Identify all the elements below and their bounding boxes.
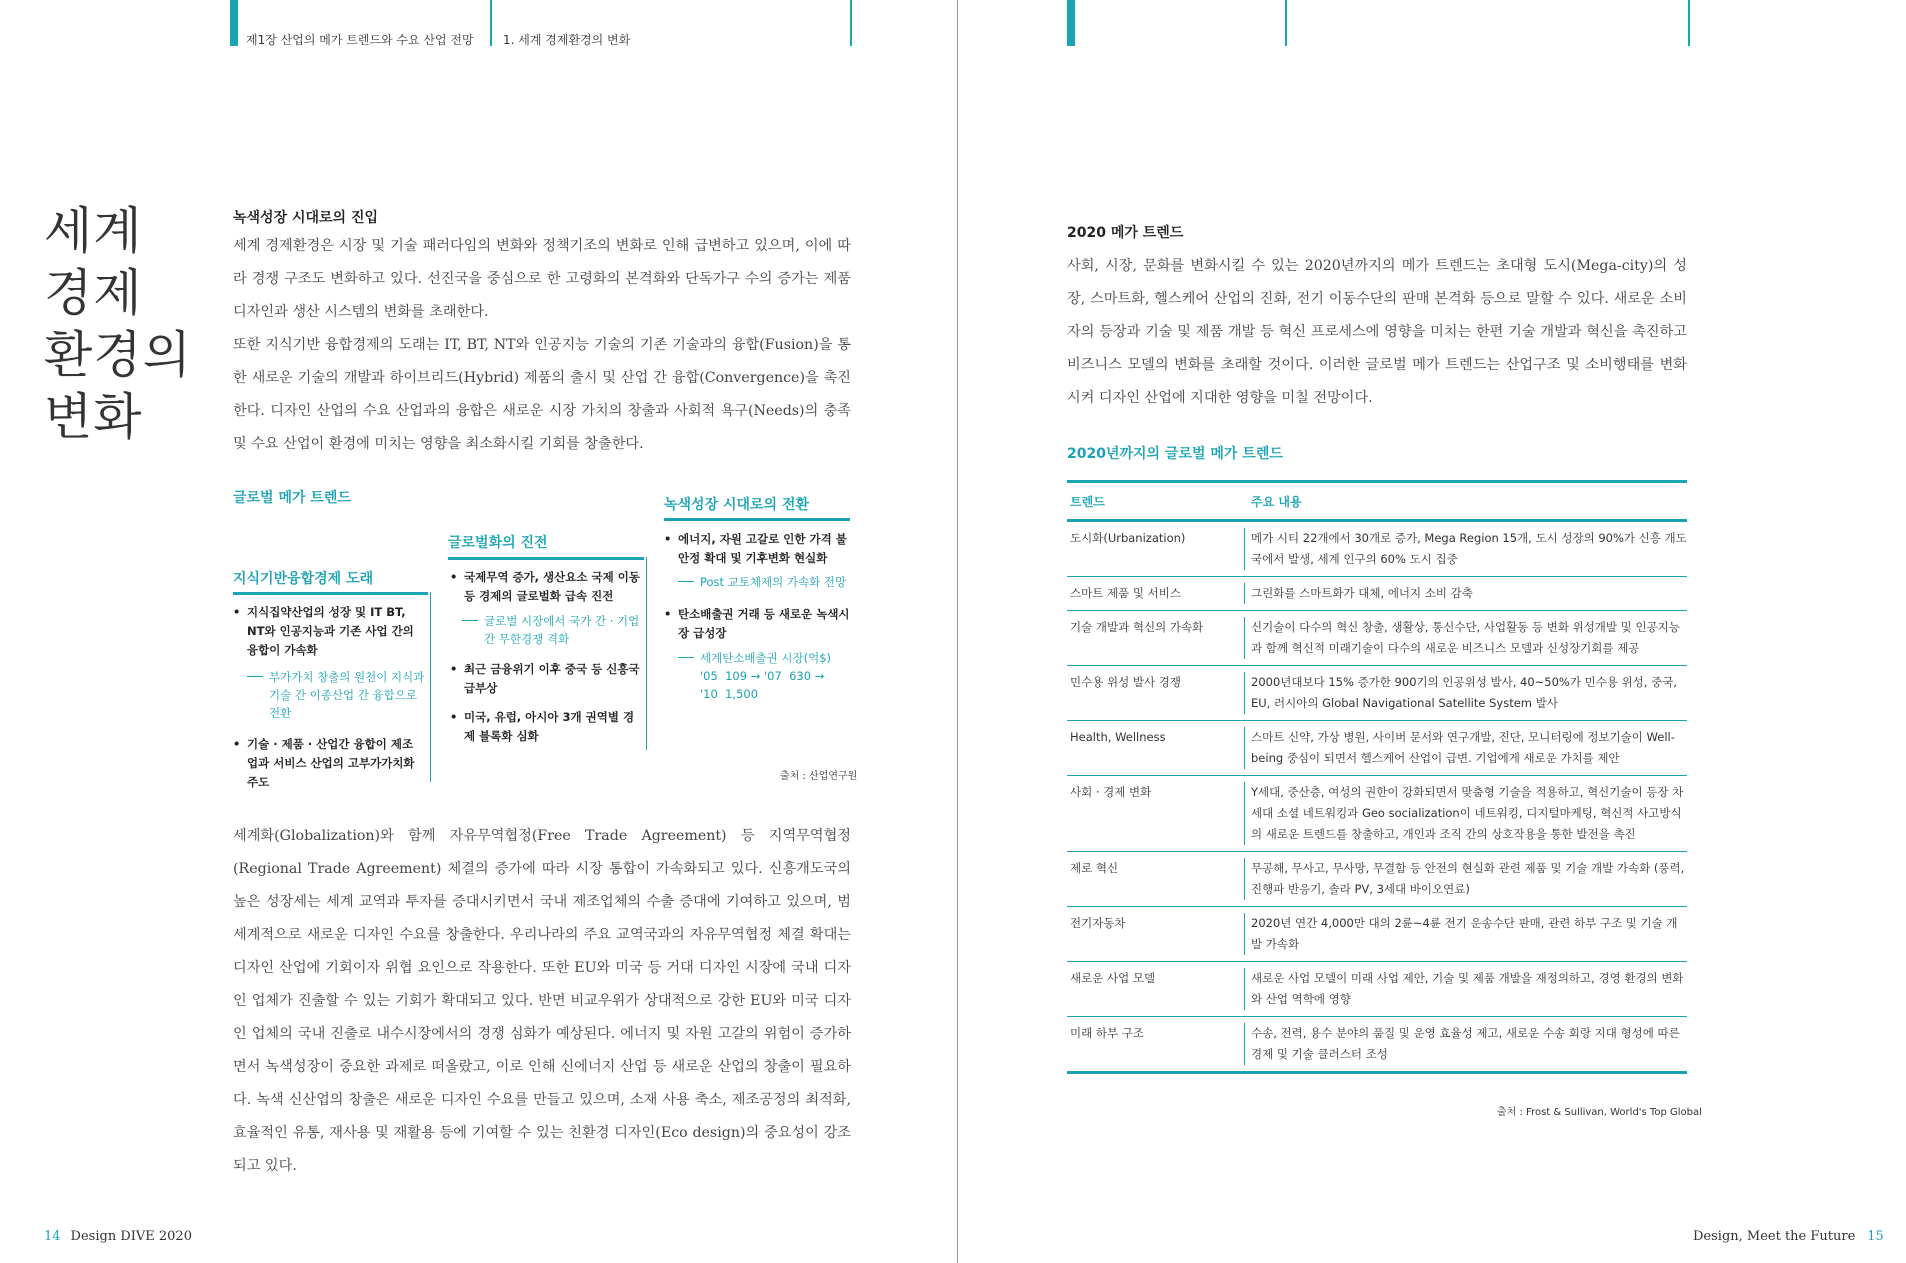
diagram-item: • 최근 금융위기 이후 중국 등 신흥국 급부상: [450, 662, 640, 695]
table-row: [1067, 576, 1687, 610]
table-row: [1067, 906, 1687, 961]
trend-cell: 전기자동차: [1067, 913, 1245, 955]
intro-paragraph: 세계 경제환경은 시장 및 기술 패러다임의 변화와 정책기조의 변화로 인해 급변하고 있으며, 이에 따라 경쟁 구조도 변화하고 있다. 선진국을 중심으로 한 고령화의 본격화와 단독가구 수의 증가는 제품 디자인과 생산 시스템의 변화를 초래한다.: [233, 238, 851, 320]
diagram-item: • 기술 · 제품 · 산업간 융합이 제조업과 서비스 산업의 고부가가치화 주도: [233, 737, 415, 789]
diagram-col1-heading: 지식기반융합경제 도래: [233, 571, 374, 587]
trend-cell: Health, Wellness: [1067, 727, 1245, 769]
right-text: [1067, 250, 1687, 415]
header-bar: [1688, 0, 1690, 46]
diagram-subitem-carbon-market: 세계탄소배출권 시장(억$) '05 109 → '07 630 → '10 1,500: [678, 649, 856, 703]
table-row: [1067, 775, 1687, 851]
header-bar: [1067, 0, 1075, 46]
header-bar: [850, 0, 852, 46]
content-cell: 그린화를 스마트화가 대체, 에너지 소비 감축: [1251, 586, 1473, 600]
dash-icon: [247, 676, 263, 677]
table-row: [1067, 522, 1687, 576]
body-paragraph: 세계화(Globalization)와 함께 자유무역협정(Free Trade Agreement) 등 지역무역협정(Regional Trade Agreement) 체결의 증가에 따라 시장 통합이 가속화되고 있다. 신흥개도국의 높은 성장세는 세계 교역과 투자를 증대시키면서 국내 제조업체의 수출 증대에 기여하고 있으며, 범세계적으로 새로운 디자인 수요를 창출한다. 우리나라의 주요 교역국과의 자유무역협정 체결 확대는 디자인 산업에 기회이자 위협 요인으로 작용한다. 또한 EU와 미국 등 거대 디자인 시장에 국내 디자인 업체가 진출할 수 있는 기회가 확대되고 있다. 반면 비교우위가 상대적으로 강한 EU와 미국 디자인 업체의 국내 진출로 내수시장에서의 경쟁 심화가 예상된다. 에너지 및 자원 고갈의 위험이 증가하면서 녹색성장이 중요한 과제로 떠올랐고, 이로 인해 신에너지 산업 등 새로운 산업의 창출이 필요하다. 녹색 신산업의 창출은 새로운 디자인 수요를 만들고 있으며, 소재 사용 축소, 제조공정의 최적화, 효율적인 유통, 재사용 및 재활용 등에 기여할 수 있는 친환경 디자인(Eco design)의 중요성이 강조되고 있다.: [233, 828, 851, 1174]
table-source: 출처 : Frost & Sullivan, World's Top Global: [1497, 1107, 1702, 1118]
content-cell: 2020년 연간 4,000만 대의 2륜~4륜 전기 운송수단 판매, 관련 하부 구조 및 기술 개발 가속화: [1251, 916, 1678, 951]
header-bar: [1285, 0, 1287, 46]
header-chapter: 제1장 산업의 메가 트렌드와 수요 산업 전망: [246, 33, 474, 47]
footer-left: [44, 1229, 192, 1244]
trend-cell: 사회 · 경제 변화: [1067, 782, 1245, 845]
page-divider: [957, 0, 958, 1263]
table-body: [1067, 522, 1687, 1071]
diagram-col1-divider: [430, 592, 431, 782]
title-line: 환경의: [44, 326, 192, 384]
bullet-icon: •: [233, 605, 241, 619]
table-title: 2020년까지의 글로벌 메가 트렌드: [1067, 446, 1283, 462]
footer-right: [1693, 1229, 1884, 1244]
right-paragraph: 사회, 시장, 문화를 변화시킬 수 있는 2020년까지의 메가 트렌드는 초대형 도시(Mega-city)의 성장, 스마트화, 헬스케어 산업의 진화, 전기 이동수단의 판매 본격화 등으로 말할 수 있다. 새로운 소비자의 등장과 기술 및 제품 개발 등 혁신 프로세스에 영향을 미치는 한편 기술 개발과 혁신을 촉진하고 비즈니스 모델의 변화를 초래할 것이다. 이러한 글로벌 메가 트렌드는 산업구조 및 소비행태를 변화시켜 디자인 산업에 지대한 영향을 미칠 전망이다.: [1067, 258, 1687, 406]
content-cell: 수송, 전력, 용수 분야의 품질 및 운영 효율성 제고, 새로운 수송 회랑 지대 형성에 따른 경제 및 기술 클러스터 조성: [1251, 1026, 1680, 1061]
mega-trend-table: [1067, 480, 1687, 1074]
content-cell: Y세대, 중산층, 여성의 권한이 강화되면서 맞춤형 기술을 적용하고, 혁신기술이 등장 차세대 소셜 네트워킹과 Geo socialization이 네트워킹, 디지털마케팅, 혁신적 사고방식의 새로운 트렌드를 창출하고, 개인과 조직 간의 상호작용을 통한 발전을 촉진: [1251, 785, 1684, 841]
diagram-col2-rule: [448, 557, 644, 560]
header-bar: [490, 0, 492, 46]
bullet-icon: •: [450, 570, 458, 584]
table-row: [1067, 610, 1687, 665]
table-row: [1067, 851, 1687, 906]
dash-icon: [462, 620, 478, 621]
dash-icon: [678, 657, 694, 658]
bullet-icon: •: [450, 662, 458, 676]
diagram-source: 출처 : 산업연구원: [780, 771, 858, 782]
diagram-subitem: 글로벌 시장에서 국가 간 · 기업 간 무한경쟁 격화: [462, 612, 642, 648]
intro-heading: 녹색성장 시대로의 진입: [233, 210, 378, 226]
table-row: [1067, 961, 1687, 1016]
trend-cell: 도시화(Urbanization): [1067, 528, 1245, 570]
diagram-item: • 에너지, 자원 고갈로 인한 가격 불안정 확대 및 기후변화 현실화: [664, 532, 847, 565]
bullet-icon: •: [664, 607, 672, 621]
table-header-cell: 트렌드: [1070, 494, 1105, 509]
diagram-title: 글로벌 메가 트렌드: [233, 490, 351, 506]
page-title: [44, 200, 192, 448]
diagram-item: • 지식집약산업의 성장 및 IT BT, NT와 인공지능과 기존 사업 간의 융합이 가속화: [233, 605, 414, 657]
right-heading: 2020 메가 트렌드: [1067, 225, 1184, 241]
header-bar: [230, 0, 238, 46]
trend-cell: 새로운 사업 모델: [1067, 968, 1245, 1010]
trend-cell: 기술 개발과 혁신의 가속화: [1067, 617, 1245, 659]
dash-icon: [678, 581, 694, 582]
table-header-cell: 주요 내용: [1251, 494, 1302, 509]
body-text: [233, 820, 851, 1183]
header-section: 1. 세계 경제환경의 변화: [503, 33, 631, 47]
bullet-icon: •: [233, 737, 241, 751]
footer-title: Design DIVE 2020: [70, 1229, 192, 1244]
content-cell: 새로운 사업 모델이 미래 사업 제안, 기술 및 제품 개발을 재정의하고, 경영 환경의 변화와 산업 역학에 영향: [1251, 971, 1684, 1006]
title-line: 변화: [44, 388, 143, 446]
trend-cell: 스마트 제품 및 서비스: [1067, 583, 1245, 604]
diagram-col2-heading: 글로벌화의 진전: [448, 535, 548, 551]
diagram-item: • 국제무역 증가, 생산요소 국제 이동 등 경제의 글로벌화 급속 진전: [450, 570, 640, 603]
diagram-col3-heading: 녹색성장 시대로의 전환: [664, 497, 809, 513]
trend-cell: 민수용 위성 발사 경쟁: [1067, 672, 1245, 714]
bullet-icon: •: [664, 532, 672, 546]
diagram-subitem: 부가가치 창출의 원천이 지식과 기술 간 이종산업 간 융합으로 전환: [247, 668, 425, 722]
table-row: [1067, 720, 1687, 775]
table-row: [1067, 1016, 1687, 1071]
page-number: 14: [44, 1229, 61, 1244]
table-header: [1067, 483, 1687, 519]
content-cell: 2000년대보다 15% 증가한 900기의 인공위성 발사, 40~50%가 민수용 위성, 중국, EU, 러시아의 Global Navigational Satellite System 발사: [1251, 675, 1677, 710]
trend-cell: 미래 하부 구조: [1067, 1023, 1245, 1065]
intro-paragraph: 또한 지식기반 융합경제의 도래는 IT, BT, NT와 인공지능 기술의 기존 기술과의 융합(Fusion)을 통한 새로운 기술의 개발과 하이브리드(Hybrid) 제품의 출시 및 산업 간 융합(Convergence)을 촉진한다. 디자인 산업의 수요 산업과의 융합은 새로운 시장 가치의 창출과 사회적 욕구(Needs)의 충족 및 수요 산업이 환경에 미치는 영향을 최소화시킬 기회를 창출한다.: [233, 337, 851, 452]
diagram-col3-rule: [664, 518, 850, 521]
title-line: 세계: [44, 202, 143, 260]
diagram-col1-rule: [233, 592, 428, 595]
diagram-subitem: Post 교토체제의 가속화 전망: [678, 573, 856, 591]
content-cell: 무공해, 무사고, 무사망, 무결함 등 안전의 현실화 관련 제품 및 기술 개발 가속화 (풍력, 진행파 반응기, 솔라 PV, 3세대 바이오연료): [1251, 861, 1685, 896]
title-line: 경제: [44, 264, 143, 322]
content-cell: 메가 시티 22개에서 30개로 증가, Mega Region 15개, 도시 성장의 90%가 신흥 개도국에서 발생, 세계 인구의 60% 도시 집중: [1251, 531, 1687, 566]
trend-cell: 제로 혁신: [1067, 858, 1245, 900]
intro-text: [233, 230, 851, 461]
footer-title: Design, Meet the Future: [1693, 1229, 1856, 1244]
diagram-item: • 미국, 유럽, 아시아 3개 권역별 경제 블록화 심화: [450, 710, 635, 743]
bullet-icon: •: [450, 710, 458, 724]
page-number: 15: [1867, 1229, 1884, 1244]
content-cell: 스마트 신약, 가상 병원, 사이버 문서와 연구개발, 진단, 모니터링에 정보기술이 Well-being 중심이 되면서 헬스케어 산업이 급변. 기업에게 새로운 가치를 제안: [1251, 730, 1675, 765]
table-bottom-rule: [1067, 1071, 1687, 1074]
diagram-col2-divider: [646, 557, 647, 750]
table-row: [1067, 665, 1687, 720]
content-cell: 신기술이 다수의 혁신 창출, 생활상, 통신수단, 사업활동 등 변화 위성개발 및 인공지능과 함께 혁신적 미래기술이 다수의 새로운 비즈니스 모델과 신성장기회를 제공: [1251, 620, 1680, 655]
diagram-item: • 탄소배출권 거래 등 새로운 녹색시장 급성장: [664, 607, 850, 640]
